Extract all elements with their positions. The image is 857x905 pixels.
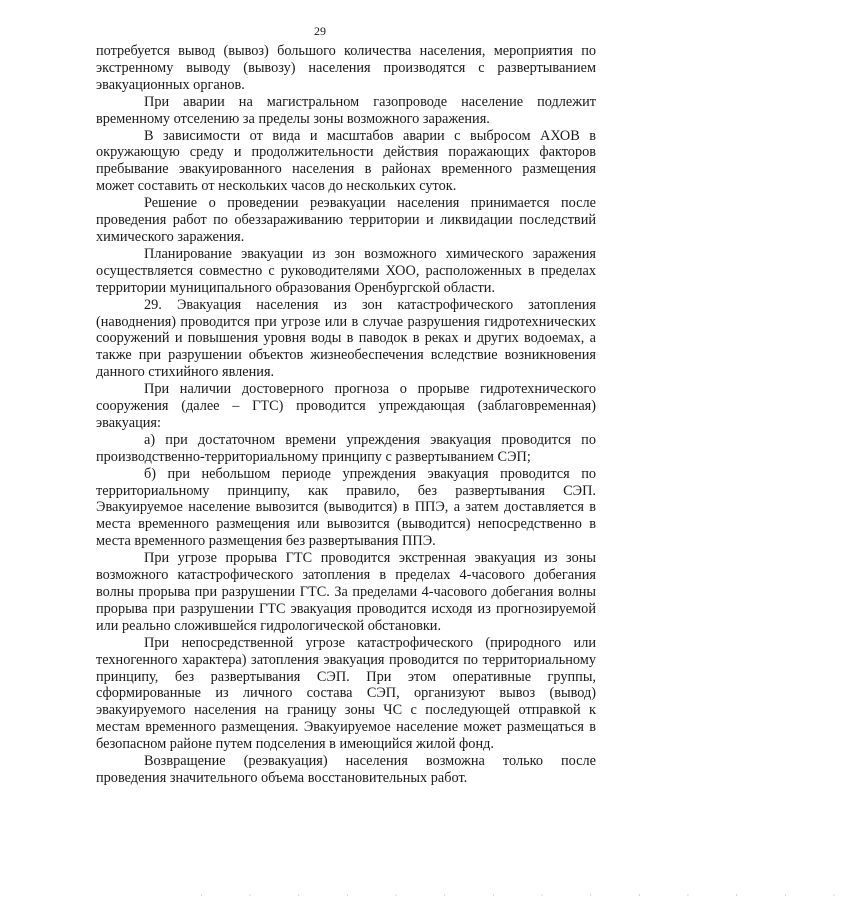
paragraph: При угрозе прорыва ГТС проводится экстренная эвакуация из зоны возможного катастрофического затопления в пределах 4-часового добегания волны прорыва при разрушении ГТС. За пределами 4-часового добегания волны прорыва при разрушении ГТС эвакуация проводится исходя из прогнозируемой или реально сложившейся гидрологической обстановки. <box>96 550 596 634</box>
paragraph: При непосредственной угрозе катастрофического (природного или техногенного характера) затопления эвакуация проводится по территориальному принципу, без развертывания СЭП. При этом оперативные группы, сформированные из личного состава СЭП, организуют вывоз (вывод) эвакуируемого населения на границу зоны ЧС с последующей отправкой к местам временного размещения. Эвакуируемое население может размещаться в безопасном районе путем подселения в имеющийся жилой фонд. <box>96 634 596 753</box>
paragraph: потребуется вывод (вывоз) большого количества населения, мероприятия по экстренному выводу (вывозу) населения производятся с развертыванием эвакуационных органов. <box>96 43 596 93</box>
paragraph: Возвращение (реэвакуация) населения возможна только после проведения значительного объема восстановительных работ. <box>96 753 596 786</box>
list-item: б) при небольшом периоде упреждения эвакуация проводится по территориальному принципу, как правило, без развертывания СЭП. Эвакуируемое население вывозится (выводится) в ППЭ, а затем доставляется в места временного размещения или вывозится (выводится) непосредственно в места временного размещения без развертывания ППЭ. <box>96 465 596 550</box>
page-number: 29 <box>314 24 326 38</box>
paragraph: При аварии на магистральном газопроводе население подлежит временному отселению за пределы зоны возможного заражения. <box>96 93 596 127</box>
scan-artifact: · · · · · · · · · · · · · · <box>200 891 857 900</box>
paragraph: Решение о проведении реэвакуации населения принимается после проведения работ по обеззараживанию территории и ликвидации последствий химического заражения. <box>96 195 596 245</box>
paragraph: 29. Эвакуация населения из зон катастрофического затопления (наводнения) проводится при угрозе или в случае разрушения гидротехнических сооружений и повышения уровня воды в паводок в реках и других водоемах, а также при разрушении объектов жизнеобеспечения вследствие возникновения данного стихийного явления. <box>96 296 596 381</box>
list-item: а) при достаточном времени упреждения эвакуация проводится по производственно-территориальному принципу с развертыванием СЭП; <box>96 431 596 465</box>
paragraph: При наличии достоверного прогноза о прорыве гидротехнического сооружения (далее – ГТС) проводится упреждающая (заблаговременная) эвакуация: <box>96 381 596 431</box>
body-text <box>96 43 596 787</box>
paragraph: В зависимости от вида и масштабов аварии с выбросом АХОВ в окружающую среду и продолжительности действия поражающих факторов пребывание эвакуированного населения в районах временного размещения может составить от нескольких часов до нескольких суток. <box>96 127 596 195</box>
paragraph: Планирование эвакуации из зон возможного химического заражения осуществляется совместно с руководителями ХОО, расположенных в пределах территории муниципального образования Оренбургской области. <box>96 245 596 296</box>
